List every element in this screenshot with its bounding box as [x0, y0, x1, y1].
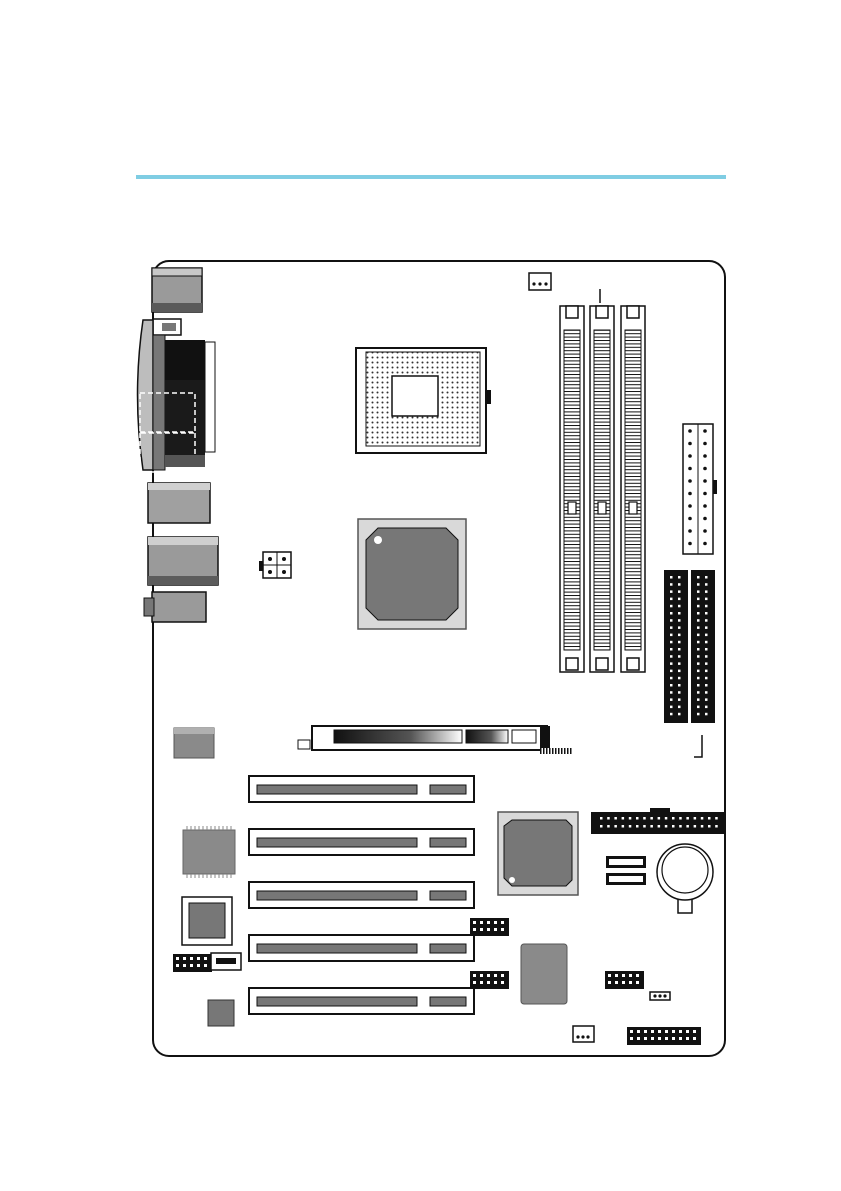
usb-header-1 — [470, 918, 509, 936]
bios-chip-icon — [208, 1000, 234, 1026]
pci-slot-3 — [249, 882, 474, 908]
dimm-slots — [560, 306, 645, 672]
ir-header — [605, 971, 644, 989]
pci-slot-2 — [249, 829, 474, 855]
audio-header — [173, 954, 212, 972]
jumper-icon — [650, 992, 670, 1000]
audio-codec-chip-icon — [182, 897, 232, 945]
agp-slot-icon — [298, 726, 572, 754]
super-io-chip-icon — [183, 826, 235, 878]
dimm-slot-1 — [560, 306, 584, 672]
northbridge-chip-icon — [358, 519, 466, 629]
dimm-slot-3 — [621, 306, 645, 672]
ps2-port-icon — [152, 268, 202, 312]
game-port-icon — [144, 592, 206, 622]
southbridge-chip-icon — [498, 812, 578, 895]
usb-header-2 — [470, 971, 509, 989]
cpu-fan-connector-icon — [529, 273, 551, 290]
parallel-port-icon — [138, 320, 216, 472]
serial-port-icon — [148, 483, 210, 523]
pci-slot-4 — [249, 935, 474, 961]
audio-jack-icon — [148, 537, 218, 585]
dimm-slot-2 — [590, 306, 614, 672]
chassis-fan-connector-icon — [211, 953, 241, 970]
pci-slot-5 — [249, 988, 474, 1014]
front-panel-header — [627, 1027, 701, 1045]
usb-header-icon — [153, 319, 181, 335]
atx-power-connector-icon — [683, 424, 717, 554]
atx12v-connector-icon — [259, 552, 291, 578]
pci-slot-1 — [249, 776, 474, 802]
cpu-socket-icon — [356, 348, 491, 453]
lan-chip-icon — [521, 944, 567, 1004]
lan-connector-icon — [174, 728, 214, 758]
system-fan-connector-icon — [573, 1026, 594, 1042]
